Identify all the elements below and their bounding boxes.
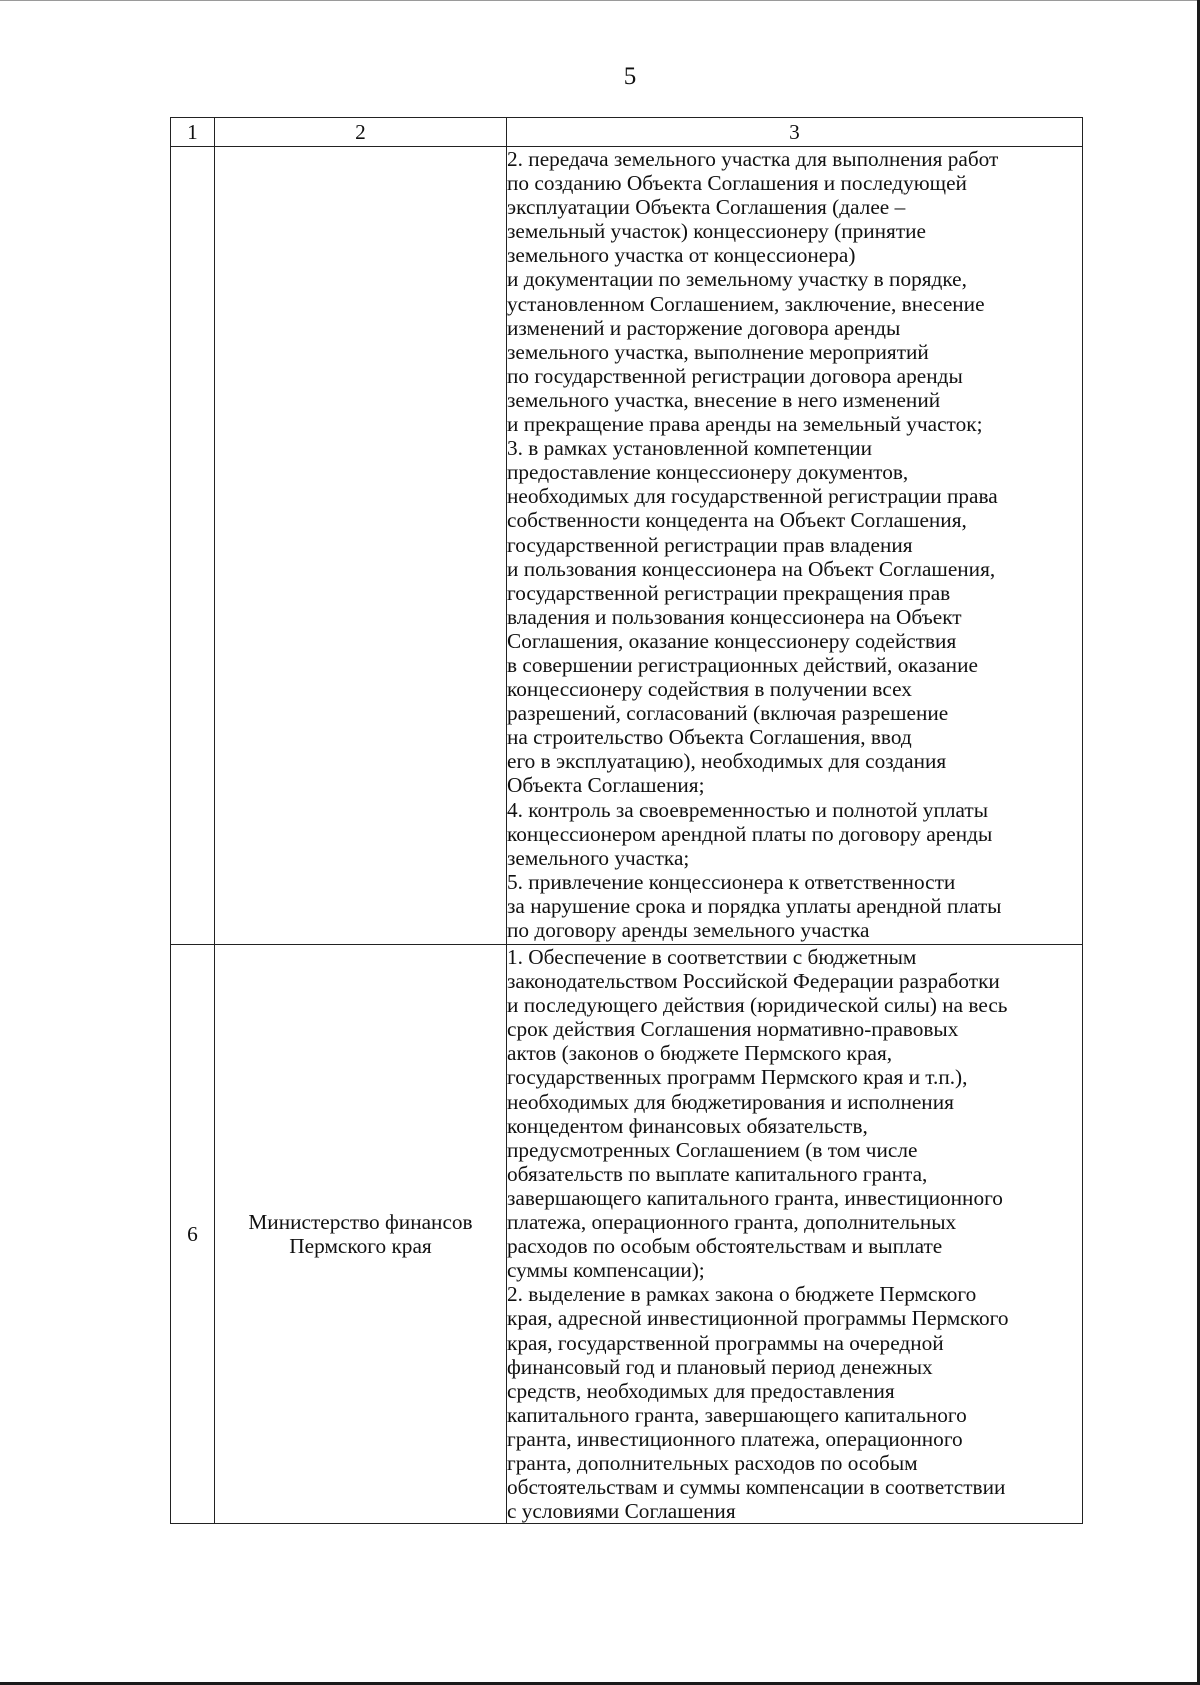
duty-text-line: государственных программ Пермского края и т.п.),: [507, 1065, 968, 1090]
duty-text-line: 2. передача земельного участка для выполнения работ: [507, 147, 999, 171]
duty-text-line: 2. выделение в рамках закона о бюджете Пермского: [507, 1282, 977, 1307]
duty-text-line: и прекращение права аренды на земельный участок;: [507, 412, 983, 437]
duty-text-line: и пользования концессионера на Объект Соглашения,: [507, 556, 996, 581]
duty-text-line: срок действия Соглашения нормативно-правовых: [507, 1017, 959, 1042]
duty-text-line: земельного участка, выполнение мероприятий: [507, 339, 929, 364]
duty-text-line: по созданию Объекта Соглашения и последующей: [507, 171, 967, 196]
duty-text-line: по договору аренды земельного участка: [507, 918, 870, 942]
duty-text-line: расходов по особым обстоятельствам и выплате: [507, 1234, 943, 1259]
table-row: [171, 147, 1083, 945]
duty-text-line: завершающего капитального гранта, инвестиционного: [507, 1185, 1003, 1210]
duty-text-line: его в эксплуатацию), необходимых для создания: [507, 749, 947, 774]
page-number: 5: [623, 63, 637, 90]
duty-text-line: Соглашения, оказание концессионеру содействия: [507, 628, 957, 653]
duty-text-line: земельного участка;: [507, 845, 690, 870]
duty-text-line: эксплуатации Объекта Соглашения (далее –: [507, 195, 906, 220]
duties-cell: [507, 147, 1083, 945]
duty-text-line: платежа, операционного гранта, дополнительных: [507, 1210, 957, 1235]
duty-text-line: за нарушение срока и порядка уплаты арендной платы: [507, 893, 1002, 918]
table-row: [171, 945, 1083, 1524]
duty-text-line: актов (законов о бюджете Пермского края,: [507, 1041, 893, 1066]
column-header-number: 1: [171, 118, 215, 147]
duty-text-line: капитального гранта, завершающего капитального: [507, 1402, 967, 1427]
duty-text-line: Объекта Соглашения;: [507, 773, 705, 798]
duty-text-line: по государственной регистрации договора аренды: [507, 363, 963, 388]
duty-text-line: государственной регистрации прекращения прав: [507, 580, 951, 605]
duty-text-line: 3. в рамках установленной компетенции: [507, 436, 873, 461]
organization-name-line: Пермского края: [289, 1234, 432, 1259]
duty-text-line: необходимых для бюджетирования и исполнения: [507, 1089, 954, 1114]
duty-text-line: в совершении регистрационных действий, оказание: [507, 652, 978, 677]
organization-name-line: Министерство финансов: [248, 1210, 473, 1235]
responsibilities-table: [170, 117, 1083, 1524]
column-header-duties: 3: [507, 118, 1083, 147]
table-header-row: [171, 118, 1083, 147]
duty-text-line: гранта, инвестиционного платежа, операционного: [507, 1426, 963, 1451]
duty-text-line: государственной регистрации прав владения: [507, 532, 913, 557]
duties-cell: [507, 945, 1083, 1524]
duty-text-line: средств, необходимых для предоставления: [507, 1378, 895, 1403]
duty-text-line: края, государственной программы на очередной: [507, 1330, 944, 1355]
duty-text-line: необходимых для государственной регистрации права: [507, 484, 998, 509]
duty-text-line: установленном Соглашением, заключение, внесение: [507, 291, 985, 316]
organization-cell: [215, 945, 507, 1524]
duty-text-line: концедентом финансовых обязательств,: [507, 1113, 868, 1138]
column-header-organization: 2: [215, 118, 507, 147]
row-number-cell: 6: [171, 945, 215, 1524]
duty-text-line: суммы компенсации);: [507, 1258, 705, 1283]
scan-top-edge: [0, 0, 1200, 1]
duty-text-line: предусмотренных Соглашением (в том числе: [507, 1137, 918, 1162]
organization-cell: [215, 147, 507, 945]
duty-text-line: 4. контроль за своевременностью и полнотой уплаты: [507, 797, 988, 822]
duty-text-line: владения и пользования концессионера на Объект: [507, 604, 962, 629]
duty-text-line: концессионером арендной платы по договору аренды: [507, 821, 993, 846]
duty-text-line: предоставление концессионеру документов,: [507, 460, 909, 485]
duty-text-line: на строительство Объекта Соглашения, ввод: [507, 725, 912, 750]
duty-text-line: края, адресной инвестиционной программы Пермского: [507, 1306, 1009, 1331]
duty-text-line: земельного участка, внесение в него изменений: [507, 387, 941, 412]
duty-text-line: обстоятельствам и суммы компенсации в соответствии: [507, 1475, 1006, 1500]
duty-text-line: земельного участка от концессионера): [507, 243, 856, 268]
duty-text-line: собственности концедента на Объект Соглашения,: [507, 508, 967, 533]
duty-text-line: концессионеру содействия в получении всех: [507, 677, 912, 702]
row-number-cell: [171, 147, 215, 945]
duty-text-line: 5. привлечение концессионера к ответственности: [507, 869, 956, 894]
duty-text-line: законодательством Российской Федерации разработки: [507, 969, 1000, 994]
duty-text-line: и последующего действия (юридической силы) на весь: [507, 993, 1008, 1018]
duty-text-line: разрешений, согласований (включая разрешение: [507, 701, 949, 726]
duty-text-line: с условиями Соглашения: [507, 1499, 736, 1524]
duty-text-line: 1. Обеспечение в соответствии с бюджетным: [507, 945, 917, 969]
duty-text-line: обязательств по выплате капитального гранта,: [507, 1161, 928, 1186]
duty-text-line: изменений и расторжение договора аренды: [507, 315, 901, 340]
duty-text-line: финансовый год и плановый период денежных: [507, 1354, 933, 1379]
duty-text-line: и документации по земельному участку в порядке,: [507, 267, 967, 292]
duty-text-line: земельный участок) концессионеру (принятие: [507, 219, 926, 244]
duty-text-line: гранта, дополнительных расходов по особым: [507, 1450, 918, 1475]
